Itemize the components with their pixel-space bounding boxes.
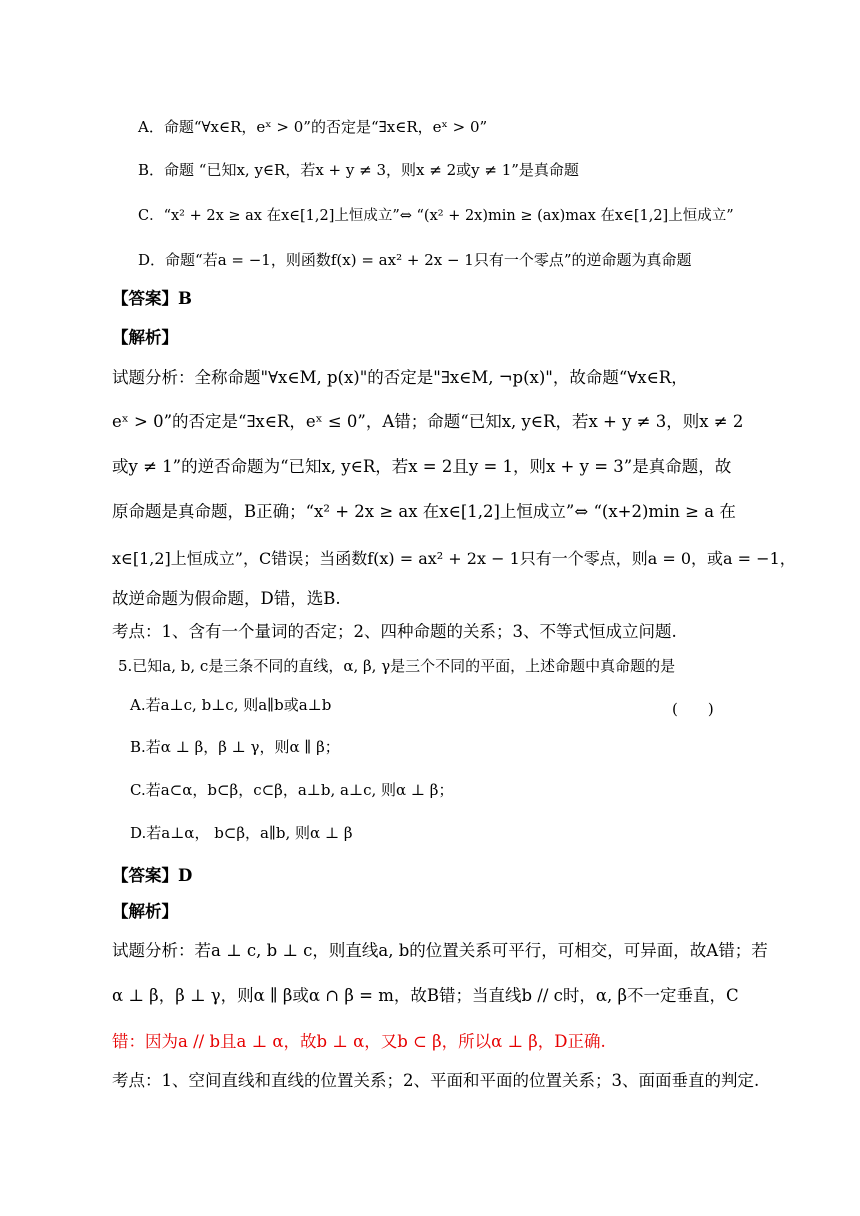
- q4-option-d: D．命题“若a = −1，则函数f(x) = ax² + 2x − 1只有一个零点”的逆命题为真命题: [138, 251, 692, 269]
- q4-option-c: C．“x² + 2x ≥ ax 在x∈[1,2]上恒成立”⇔ “(x² + 2x)min ≥ (ax)max 在x∈[1,2]上恒成立”: [138, 208, 734, 224]
- q4-analysis-line-1: 试题分析：全称命题"∀x∈M, p(x)"的否定是"∃x∈M, ¬p(x)"，故命题“∀x∈R，: [112, 368, 688, 387]
- q4-analysis-label: 【解析】: [112, 328, 178, 347]
- q5-analysis-line-1: 试题分析：若a ⊥ c, b ⊥ c，则直线a, b的位置关系可平行，可相交，可异面，故A错；若: [112, 941, 768, 960]
- q4-kaodian: 考点：1、含有一个量词的否定；2、四种命题的关系；3、不等式恒成立问题.: [112, 622, 677, 641]
- q4-analysis-line-3: 或y ≠ 1”的逆否命题为“已知x, y∈R，若x = 2且y = 1，则x + y = 3”是真命题，故: [112, 457, 732, 476]
- q5-analysis-line-highlight: 错：因为a // b且a ⊥ α，故b ⊥ α，又b ⊂ β，所以α ⊥ β，D正确.: [112, 1032, 606, 1051]
- q4-analysis-line-5: x∈[1,2]上恒成立”，C错误；当函数f(x) = ax² + 2x − 1只有一个零点，则a = 0，或a = −1，: [112, 549, 796, 568]
- q4-analysis-line-4: 原命题是真命题，B正确；“x² + 2x ≥ ax 在x∈[1,2]上恒成立”⇔ “(x+2)min ≥ a 在: [112, 502, 736, 521]
- q4-option-b: B．命题 “已知x, y∈R，若x + y ≠ 3，则x ≠ 2或y ≠ 1”是真命题: [138, 161, 579, 179]
- q5-analysis-label: 【解析】: [112, 902, 178, 921]
- q5-option-c: C.若a⊂α，b⊂β，c⊂β，a⊥b, a⊥c, 则α ⊥ β；: [130, 781, 454, 799]
- q5-answer-label: 【答案】D: [112, 866, 193, 885]
- q5-kaodian: 考点：1、空间直线和直线的位置关系；2、平面和平面的位置关系；3、面面垂直的判定.: [112, 1071, 760, 1090]
- q5-option-b: B.若α ⊥ β，β ⊥ γ，则α ∥ β；: [130, 738, 340, 756]
- q5-stem: 5.已知a, b, c是三条不同的直线，α, β, γ是三个不同的平面，上述命题中真命题的是: [118, 657, 676, 675]
- q5-analysis-line-2: α ⊥ β，β ⊥ γ，则α ∥ β或α ∩ β = m，故B错；当直线b // c时，α, β不一定垂直，C: [112, 986, 739, 1005]
- q4-analysis-line-2: eˣ > 0”的否定是“∃x∈R，eˣ ≤ 0”，A错；命题“已知x, y∈R，若x + y ≠ 3，则x ≠ 2: [112, 412, 744, 431]
- q4-answer-label: 【答案】B: [112, 289, 192, 308]
- q5-option-a: A.若a⊥c, b⊥c, 则a∥b或a⊥b: [130, 696, 332, 714]
- q4-analysis-line-6: 故逆命题为假命题，D错，选B.: [112, 589, 341, 608]
- q5-option-d: D.若a⊥α， b⊂β，a∥b, 则α ⊥ β: [130, 824, 353, 842]
- q5-answer-paren: ( ): [672, 700, 714, 718]
- q4-option-a: A．命题“∀x∈R，eˣ > 0”的否定是“∃x∈R，eˣ > 0”: [138, 118, 488, 136]
